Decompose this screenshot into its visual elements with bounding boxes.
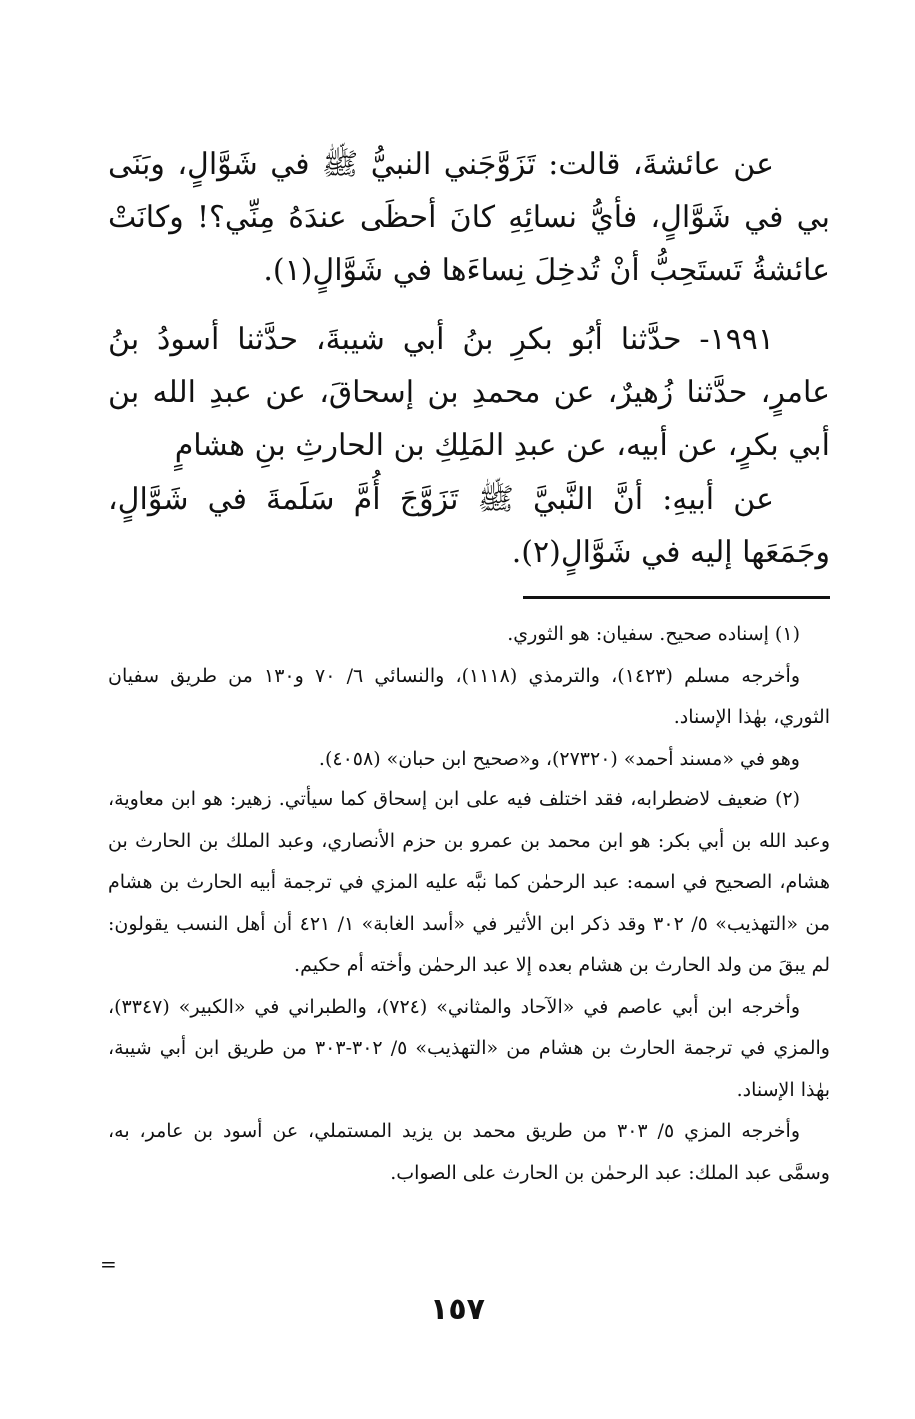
- footnotes-block-2: [108, 779, 830, 1194]
- main-text: [108, 138, 830, 297]
- footnote-2-takhrij: وأخرجه ابن أبي عاصم في «الآحاد والمثاني» (٧٢٤)، والطبراني في «الكبير» (٣٣٤٧)، والمزي في ترجمة الحارث بن هشام من «التهذيب» ٥/ ٣٠٢-٣٠٣ من طريق ابن أبي شيبة، بهٰذا الإسناد.: [108, 995, 830, 1101]
- page-number: ١٥٧: [430, 1292, 485, 1327]
- footnotes-block-1: [108, 614, 830, 780]
- main-text-3: [108, 473, 830, 579]
- footnote-1-text: (١) إسناده صحيح. سفيان: هو الثوري.: [507, 623, 800, 645]
- main-text-2: [108, 313, 830, 472]
- hadith-paragraph-1: عن عائشةَ، قالت: تَزَوَّجَني النبيُّ ﷺ في شَوَّالٍ، وبَنَى بي في شَوَّالٍ، فأيُّ نسائِهِ كانَ أحظَى عندَهُ مِنِّي؟! وكانَتْ عائشةُ تَستَحِبُّ أنْ تُدخِلَ نِساءَها في شَوَّالٍ(١).: [108, 147, 830, 288]
- footnote-separator: [523, 596, 830, 599]
- hadith-matn-1991: عن أبيهِ: أنَّ النَّبيَّ ﷺ تَزَوَّجَ أُمَّ سَلَمةَ في شَوَّالٍ، وجَمَعَها إليه في شَوَّالٍ(٢).: [108, 482, 830, 570]
- footnote-1-takhrij: وأخرجه مسلم (١٤٢٣)، والترمذي (١١١٨)، والنسائي ٦/ ٧٠ و١٣٠ من طريق سفيان الثوري، بهٰذا الإسناد.: [108, 664, 830, 728]
- footnote-continuation-mark: =: [100, 1252, 117, 1276]
- footnote-2-text: (٢) ضعيف لاضطرابه، فقد اختلف فيه على ابن إسحاق كما سيأتي. زهير: هو ابن معاوية، وعبد الله بن أبي بكر: هو ابن محمد بن عمرو بن حزم الأنصاري، وعبد الملك بن الحارث بن هشام، الصحيح في اسمه: عبد الرحمٰن كما نبَّه عليه المزي في ترجمة أبيه الحارث بن هشام من «التهذيب» ٥/ ٣٠٢ وقد ذكر ابن الأثير في «أسد الغابة» ١/ ٤٢١ أن أهل النسب يقولون: لم يبقَ من ولد الحارث بن هشام بعده إلا عبد الرحمٰن وأخته أم حكيم.: [108, 788, 830, 976]
- hadith-isnad-1991: ١٩٩١- حدَّثنا أبُو بكرِ بنُ أبي شيبةَ، حدَّثنا أسودُ بنُ عامرٍ، حدَّثنا زُهيرٌ، عن محمدِ بن إسحاقَ، عن عبدِ الله بن أبي بكرٍ، عن أبيه، عن عبدِ المَلِكِ بن الحارثِ بنِ هشامٍ: [108, 322, 830, 463]
- footnote-2-mizzi: وأخرجه المزي ٥/ ٣٠٣ من طريق محمد بن يزيد المستملي، عن أسود بن عامر، به، وسمَّى عبد الملك: عبد الرحمٰن بن الحارث على الصواب.: [108, 1120, 830, 1184]
- footnote-1-sources: وهو في «مسند أحمد» (٢٧٣٢٠)، و«صحيح ابن حبان» (٤٠٥٨).: [318, 747, 800, 770]
